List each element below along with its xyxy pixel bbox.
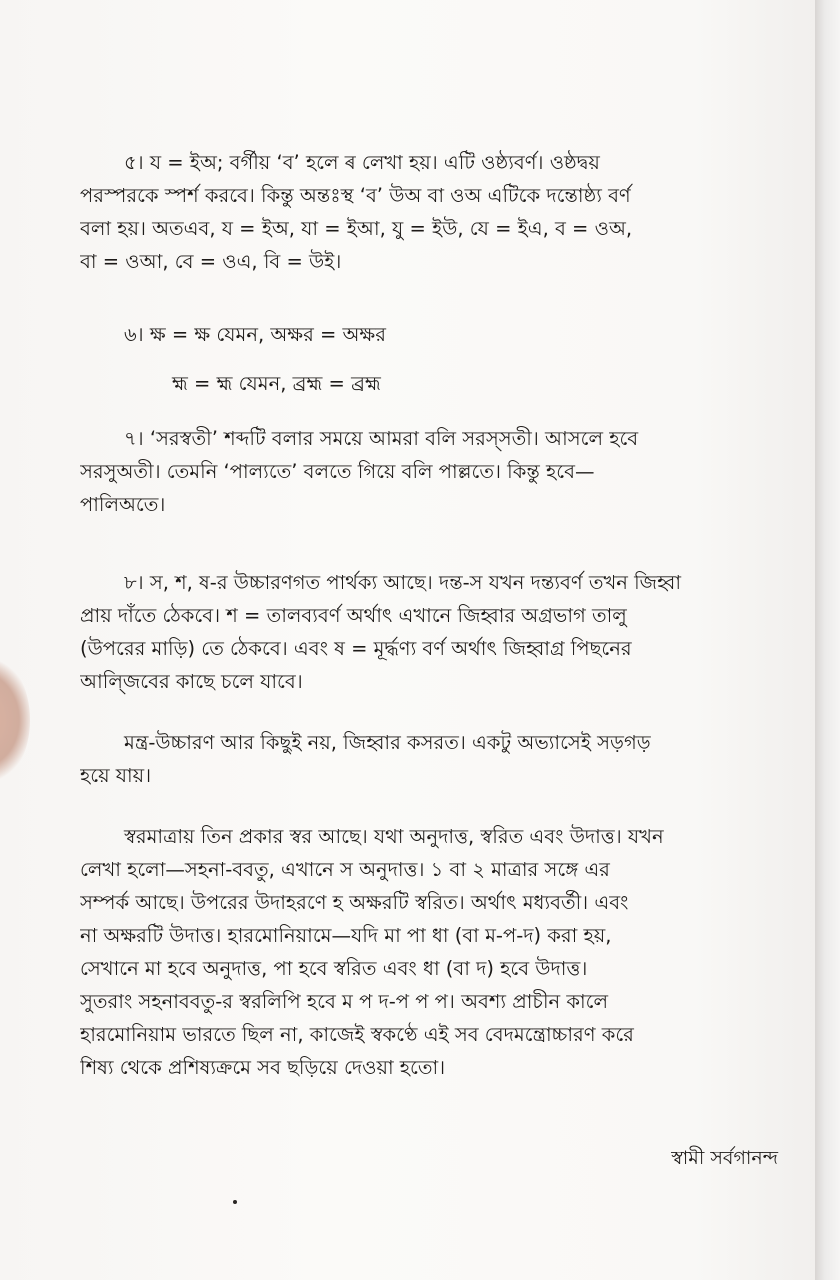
author-signature: স্বামী সর্বগানন্দ — [671, 1147, 778, 1169]
text-line: পালিঅতে। — [80, 493, 166, 516]
text-line: ৭। ‘সরস্বতী’ শব্দটি বলার সময়ে আমরা বলি সরস্সতী। আসলে হবে — [124, 427, 639, 450]
text-line: ৬। ক্ষ = ক্ষ যেমন, অক্ষর = অক্ষর — [124, 323, 386, 346]
text-line: মন্ত্র-উচ্চারণ আর কিছুই নয়, জিহ্বার কসরত। একটু অভ্যাসেই সড়গড় — [124, 731, 651, 754]
paragraph-9 — [80, 726, 790, 792]
text-line: বা = ওআ, বে = ওএ, বি = উই। — [80, 250, 342, 273]
text-line: শিষ্য থেকে প্রশিষ্যক্রমে সব ছড়িয়ে দেওয়া হতো। — [80, 1056, 446, 1079]
page-edge — [815, 0, 840, 1280]
print-speck — [233, 1200, 237, 1204]
text-line: প্রায় দাঁতে ঠেকবে। শ = তালব্যবর্ণ অর্থাৎ এখানে জিহ্বার অগ্রভাগ তালু — [80, 604, 627, 627]
text-line: ৮। স, শ, ষ-র উচ্চারণগত পার্থক্য আছে। দন্ত-স যখন দন্ত্যবর্ণ তখন জিহ্বা — [124, 571, 681, 594]
text-line: আল্জিবের কাছে চলে যাবে। — [80, 670, 303, 693]
paragraph-5 — [80, 146, 790, 278]
text-line: স্বরমাত্রায় তিন প্রকার স্বর আছে। যথা অনুদাত্ত, স্বরিত এবং উদাত্ত। যখন — [124, 825, 664, 848]
text-line: সুতরাং সহনাববতু-র স্বরলিপি হবে ম প দ-প প প। অবশ্য প্রাচীন কালে — [80, 990, 609, 1013]
text-line: সেখানে মা হবে অনুদাত্ত, পা হবে স্বরিত এবং ধা (বা দ) হবে উদাত্ত। — [80, 957, 588, 980]
text-line: লেখা হলো—সহনা-ববতু, এখানে স অনুদাত্ত। ১ বা ২ মাত্রার সঙ্গে এর — [80, 858, 610, 881]
text-line: বলা হয়। অতএব, য = ইঅ, যা = ইআ, যু = ইউ, যে = ইএ, ব = ওঅ, — [80, 217, 633, 240]
text-line: ৫। য = ইঅ; বর্গীয় ‘ব’ হলে ৰ লেখা হয়। এটি ওষ্ঠ্যবর্ণ। ওষ্ঠদ্বয় — [124, 151, 600, 174]
text-line: হয়ে যায়। — [80, 764, 152, 787]
paragraph-10 — [80, 820, 790, 1084]
text-line: হারমোনিয়াম ভারতে ছিল না, কাজেই স্বকণ্ঠে এই সব বেদমন্ত্রোচ্চারণ করে — [80, 1023, 634, 1046]
text-line: সম্পর্ক আছে। উপরের উদাহরণে হ অক্ষরটি স্বরিত। অর্থাৎ মধ্যবর্তী। এবং — [80, 891, 629, 914]
text-line: হ্ম = হ্ম যেমন, ব্রহ্ম = ব্রহ্ম — [172, 372, 381, 395]
paragraph-7 — [80, 422, 790, 521]
text-line: পরস্পরকে স্পর্শ করবে। কিন্তু অন্তঃস্থ ‘ব’ উঅ বা ওঅ এটিকে দন্তোষ্ঠ্য বর্ণ — [80, 184, 631, 207]
paragraph-8 — [80, 566, 790, 698]
text-line: সরসুঅতী। তেমনি ‘পাল্যতে’ বলতে গিয়ে বলি পাল্লতে। কিন্তু হবে— — [80, 460, 595, 483]
text-line: (উপরের মাড়ি) তে ঠেকবে। এবং ষ = মূর্দ্ধণ্য বর্ণ অর্থাৎ জিহ্বাগ্র পিছনের — [80, 637, 632, 660]
text-line: না অক্ষরটি উদাত্ত। হারমোনিয়ামে—যদি মা পা ধা (বা ম-প-দ) করা হয়, — [80, 924, 612, 947]
paragraph-6 — [80, 318, 790, 400]
